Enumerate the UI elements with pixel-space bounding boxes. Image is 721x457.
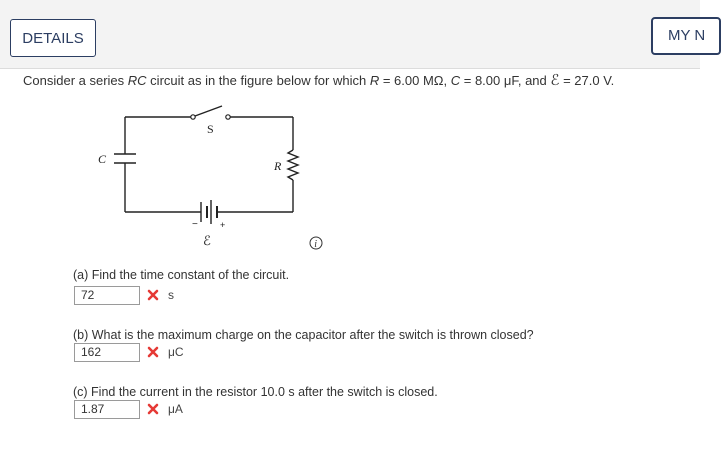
part-a-prompt: (a) Find the time constant of the circuit. [73,268,290,282]
x-mark-icon [146,345,160,359]
info-icon[interactable] [310,237,322,250]
emf-label: ℰ [203,233,211,248]
part-b-prompt: (b) What is the maximum charge on the capacitor after the switch is thrown closed? [73,328,534,342]
part-c-answer-input[interactable]: 1.87 [74,400,140,419]
switch-contact-right [226,115,230,119]
part-b-unit: μC [168,345,184,359]
question-text: Consider a series RC circuit as in the figure below for which R = 6.00 MΩ, C = 8.00 μF, and ℰ = 27.0 V. [23,72,615,89]
battery-plus-label: + [220,220,226,230]
x-mark-icon [146,288,160,302]
part-b-answer-input[interactable]: 162 [74,343,140,362]
details-button[interactable]: DETAILS [10,19,96,57]
resistor-zigzag [288,150,298,180]
switch-label: S [207,122,214,136]
part-a-unit: s [168,288,174,302]
my-notes-button[interactable]: MY N [651,17,721,55]
svg-text:i: i [314,239,318,250]
part-c-unit: μA [168,402,183,416]
rc-circuit-diagram [90,100,340,260]
part-a-answer-input[interactable]: 72 [74,286,140,305]
top-bar [0,0,706,69]
x-mark-icon [146,402,160,416]
resistor-label: R [274,159,282,173]
part-c-prompt: (c) Find the current in the resistor 10.0 s after the switch is closed. [73,385,438,399]
capacitor-label: C [98,152,107,166]
switch-contact-left [191,115,195,119]
battery-minus-label: − [192,219,198,230]
